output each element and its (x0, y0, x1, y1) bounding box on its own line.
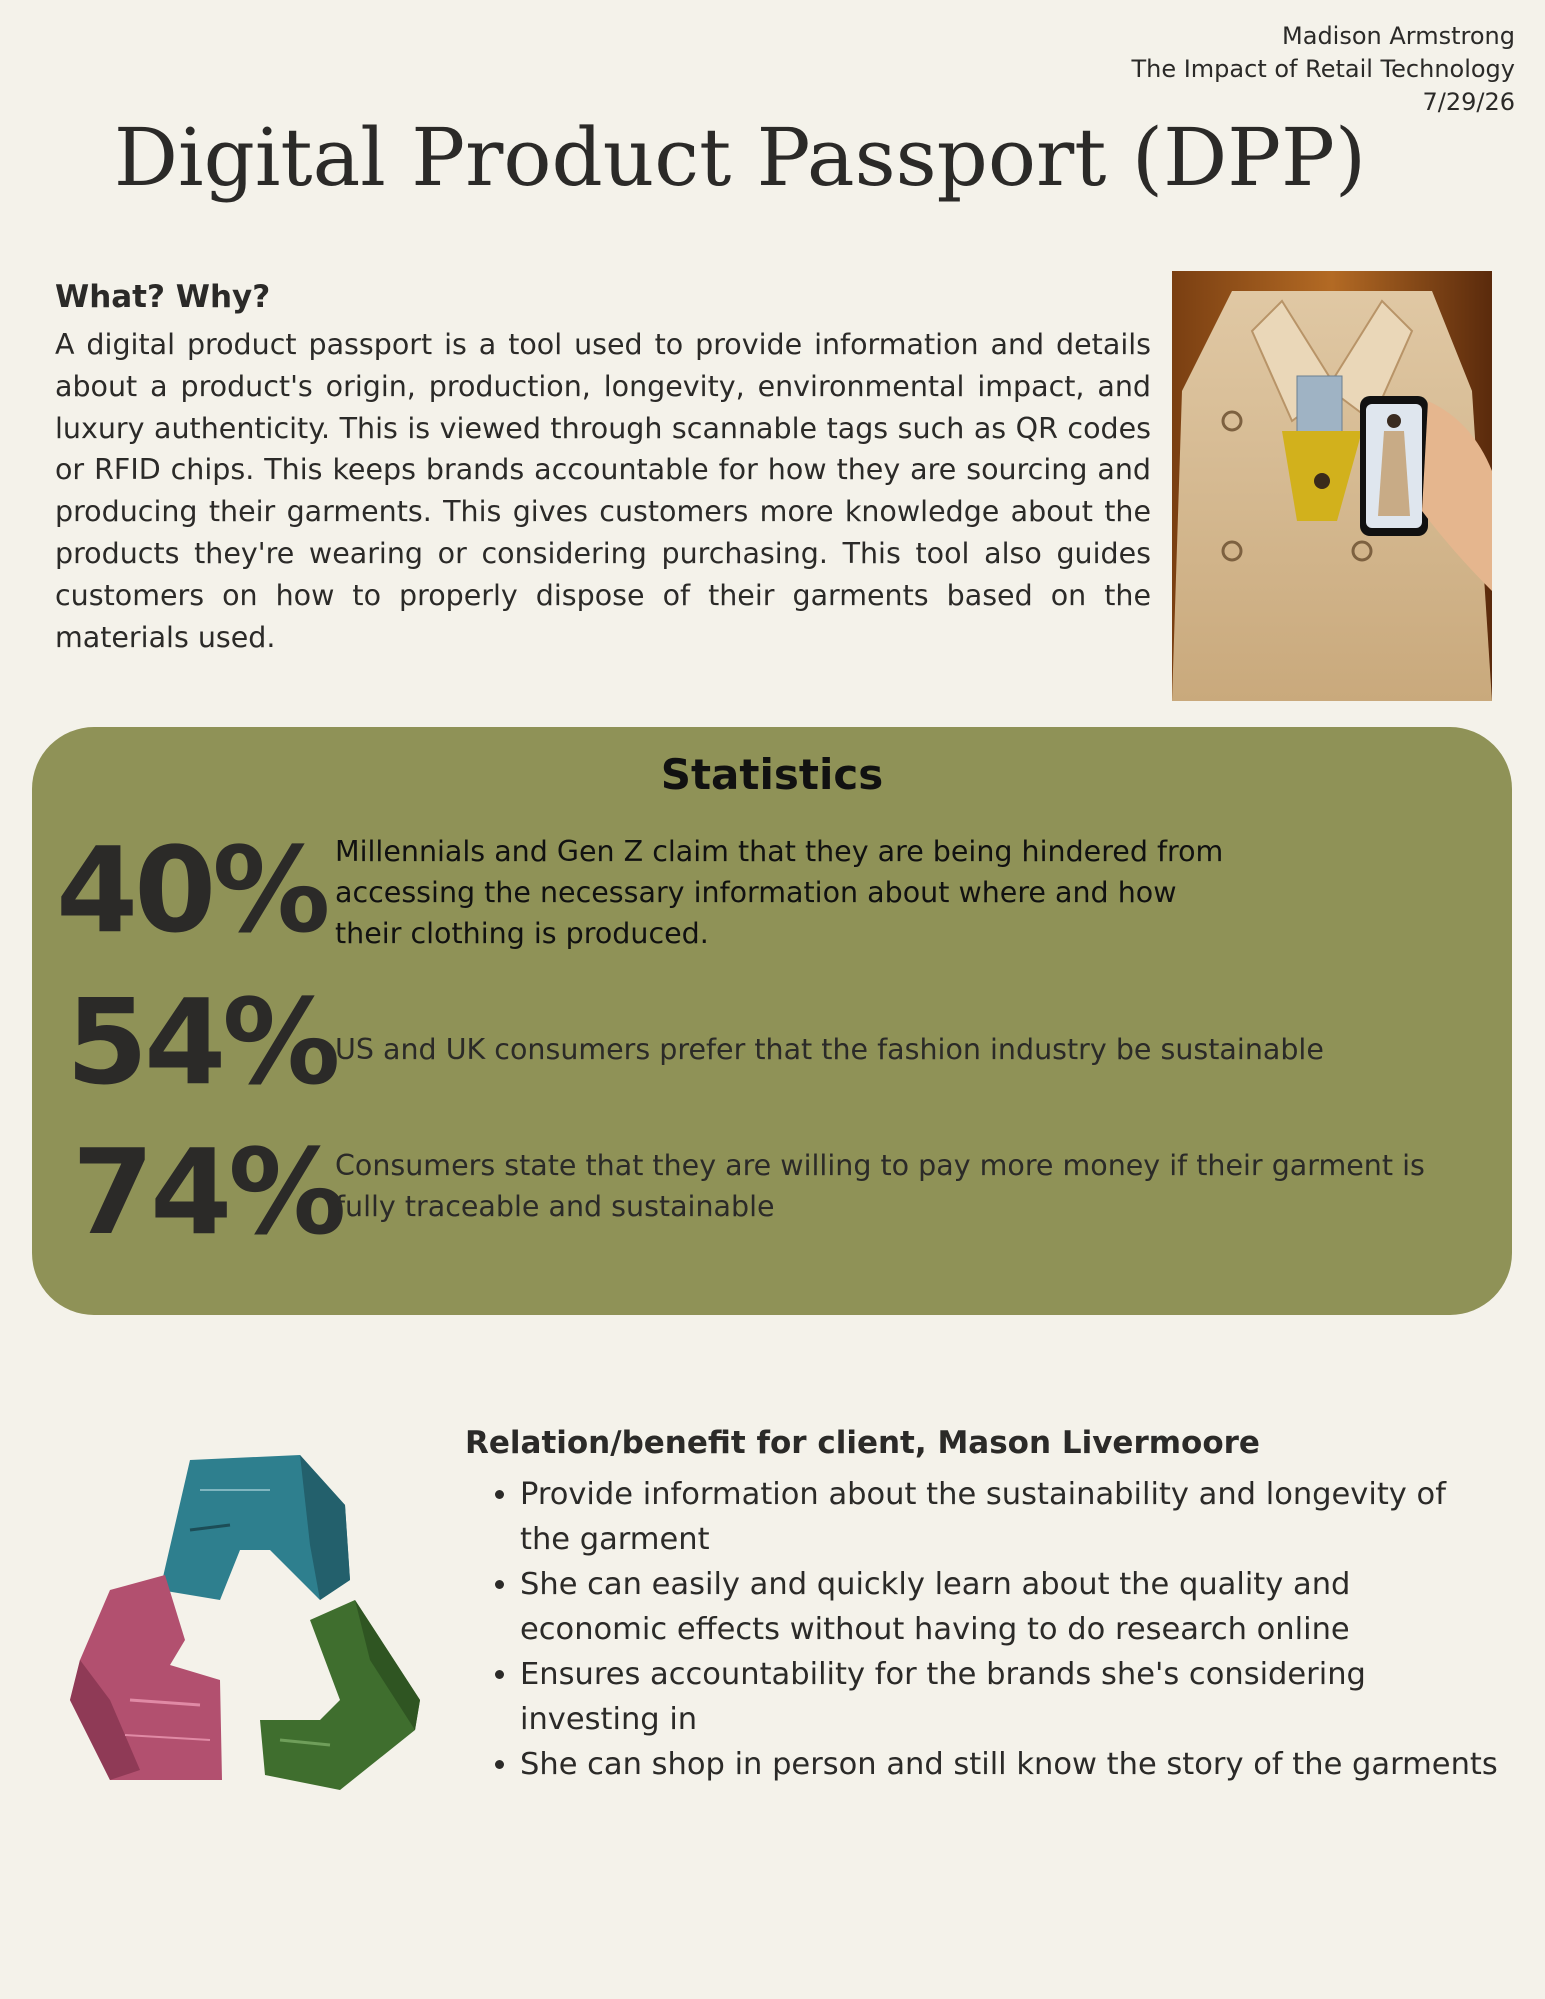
list-item: • Ensures accountability for the brands she's considering investing in (520, 1652, 1505, 1742)
what-why-section (55, 278, 1151, 658)
statistic-description: Consumers state that they are willing to pay more money if their garment is fully traceable and sustainable (335, 1149, 1425, 1223)
relation-heading: Relation/benefit for client, Mason Livermoore (465, 1425, 1260, 1461)
course-title: The Impact of Retail Technology (1131, 55, 1515, 83)
list-item: • She can shop in person and still know the story of the garments (520, 1742, 1505, 1787)
date: 7/29/26 (1422, 88, 1515, 116)
list-item: • Provide information about the sustainability and longevity of the garment (520, 1472, 1505, 1562)
statistics-panel (32, 727, 1512, 1315)
what-why-body: A digital product passport is a tool used to provide information and details about a product's origin, production, longevity, environmental impact, and luxury authenticity. This is viewed through scannable tags such as QR codes or RFID chips. This keeps brands accountable for how they are sourcing and producing their garments. This gives customers more knowledge about the products they're wearing or considering purchasing. This tool also guides customers on how to properly dispose of their garments based on the materials used. (55, 328, 1151, 654)
statistic-value: 74% (72, 1123, 343, 1261)
jeans-recycle-icon (70, 1450, 450, 1800)
statistic-description: Millennials and Gen Z claim that they are being hindered from accessing the necessary information about where and how their clothing is produced. (335, 835, 1224, 950)
trench-coat-scan-photo (1172, 271, 1492, 701)
green-jeans-shape (260, 1600, 420, 1790)
author-name: Madison Armstrong (1282, 22, 1515, 50)
benefit-list (465, 1472, 1505, 1787)
page-title: Digital Product Passport (DPP) (113, 111, 1367, 204)
statistics-heading: Statistics (660, 750, 884, 799)
header-meta (1131, 20, 1515, 119)
statistic-description: US and UK consumers prefer that the fashion industry be sustainable (335, 1033, 1324, 1066)
client-relation-section (465, 1422, 1505, 1787)
teal-jeans-shape (160, 1455, 350, 1600)
statistic-value: 40% (56, 821, 327, 959)
list-item: • She can easily and quickly learn about the quality and economic effects without having to do research online (520, 1562, 1505, 1652)
statistic-value: 54% (66, 973, 337, 1111)
what-why-heading: What? Why? (55, 279, 271, 315)
pink-jeans-shape (70, 1575, 222, 1780)
